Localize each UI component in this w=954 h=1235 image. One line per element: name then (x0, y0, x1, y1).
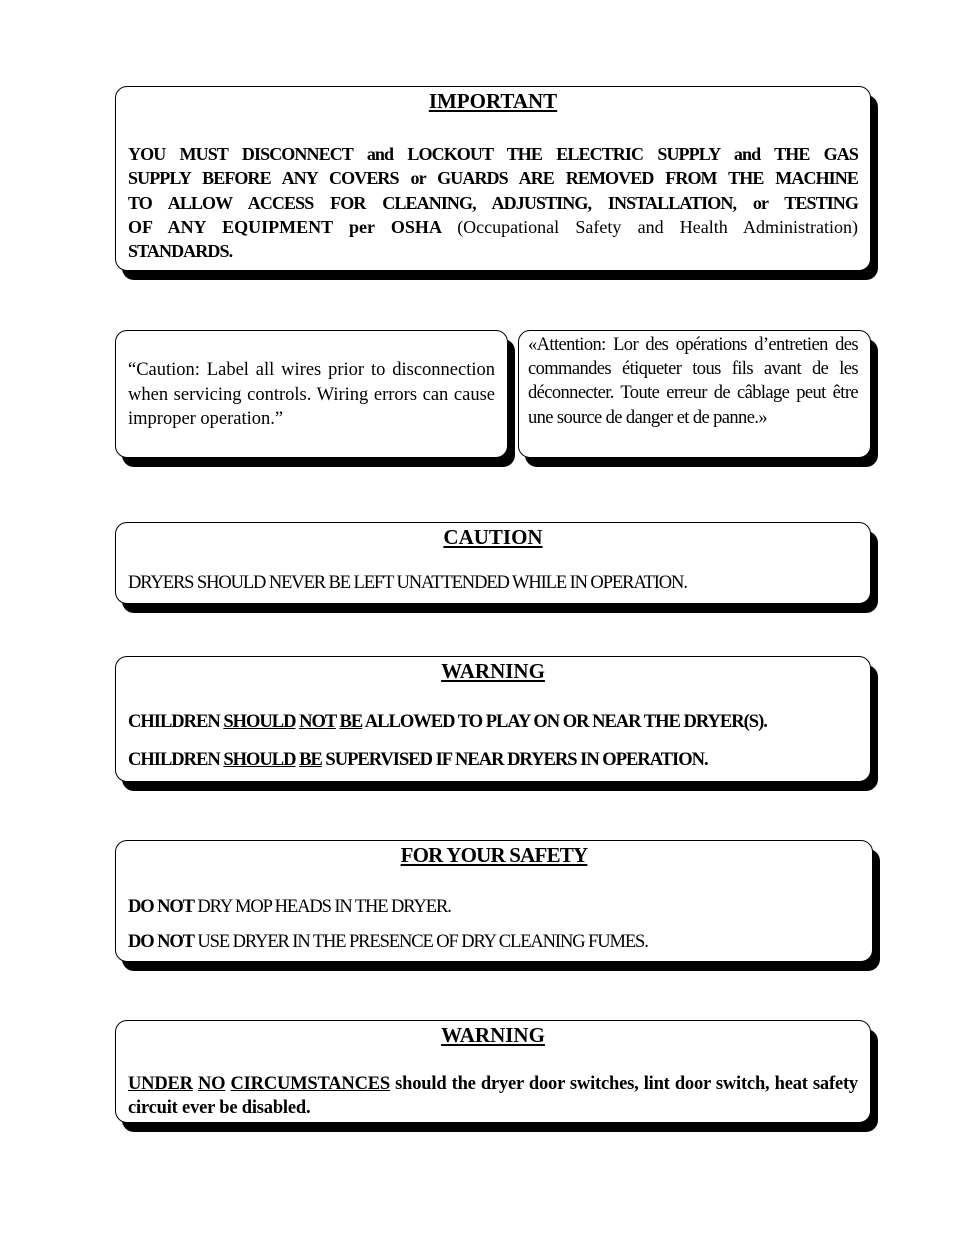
warning-title: WARNING (441, 659, 545, 683)
warning-line-2-children: CHILDREN (128, 749, 220, 770)
warning-circuit-box (115, 1020, 871, 1123)
caution-english-text: “Caution: Label all wires prior to disconnection when servicing controls. Wiring errors can cause improper operation.” (128, 360, 495, 429)
caution-french-box (518, 330, 871, 458)
important-line-2: SUPPLY BEFORE ANY COVERS or GUARDS ARE REMOVED FROM THE MACHINE (128, 168, 858, 189)
safety-line-1-do-not: DO NOT (128, 897, 194, 917)
caution-notice-box (115, 522, 871, 604)
warning-line-2-be: BE (299, 749, 322, 770)
important-text (128, 142, 858, 263)
caution-text: DRYERS SHOULD NEVER BE LEFT UNATTENDED WHILE IN OPERATION. (128, 573, 687, 593)
important-osha-bold: OF ANY EQUIPMENT per OSHA (128, 216, 441, 237)
warning-circuit-under: UNDER (128, 1074, 193, 1094)
warning-circuit-rest: should the dryer door switches, lint door switch, heat safety circuit ever be disabled. (128, 1074, 858, 1118)
important-line-5: STANDARDS. (128, 241, 233, 262)
warning-line-2-should: SHOULD (223, 749, 296, 770)
important-line-1: YOU MUST DISCONNECT and LOCKOUT THE ELECTRIC SUPPLY and THE GAS (128, 144, 858, 164)
warning-circuit-circumstances: CIRCUMSTANCES (230, 1074, 390, 1094)
warning-line-1-children: CHILDREN (128, 712, 220, 732)
warning-circuit-text (128, 1072, 858, 1120)
warning-line-1-be: BE (339, 712, 363, 732)
important-notice-box (115, 86, 871, 271)
important-line-3: TO ALLOW ACCESS FOR CLEANING, ADJUSTING, INSTALLATION, or TESTING (128, 192, 858, 213)
warning-line-2 (128, 748, 858, 773)
warning-children-box (115, 656, 871, 782)
important-title: IMPORTANT (428, 89, 558, 113)
caution-english-box (115, 330, 508, 458)
warning-line-1 (128, 710, 858, 735)
warning-line-1-not: NOT (299, 712, 336, 732)
safety-line-2 (128, 930, 860, 955)
warning-line-1-rest: ALLOWED TO PLAY ON OR NEAR THE DRYER(S). (364, 712, 767, 732)
warning-circuit-no: NO (197, 1074, 226, 1094)
safety-notice-box (115, 840, 873, 962)
warning-line-1-should: SHOULD (223, 712, 296, 732)
safety-line-2-text: USE DRYER IN THE PRESENCE OF DRY CLEANING FUMES. (197, 931, 648, 952)
safety-line-2-do-not: DO NOT (128, 931, 194, 952)
safety-line-1-text: DRY MOP HEADS IN THE DRYER. (197, 897, 451, 917)
warning-circuit-title: WARNING (441, 1023, 545, 1047)
warning-line-2-rest: SUPERVISED IF NEAR DRYERS IN OPERATION. (325, 749, 708, 770)
important-line-4 (128, 215, 858, 239)
safety-title: FOR YOUR SAFETY (400, 843, 588, 867)
caution-french-text: «Attention: Lor des opérations d’entretien des commandes étiqueter tous fils avant de les déconnecter. Toute erreur de câblage peut être une source de danger et de panne.» (528, 335, 858, 428)
caution-title: CAUTION (443, 525, 543, 549)
safety-line-1 (128, 895, 860, 920)
important-osha-expansion: (Occupational Safety and Health Administration) (457, 216, 859, 237)
